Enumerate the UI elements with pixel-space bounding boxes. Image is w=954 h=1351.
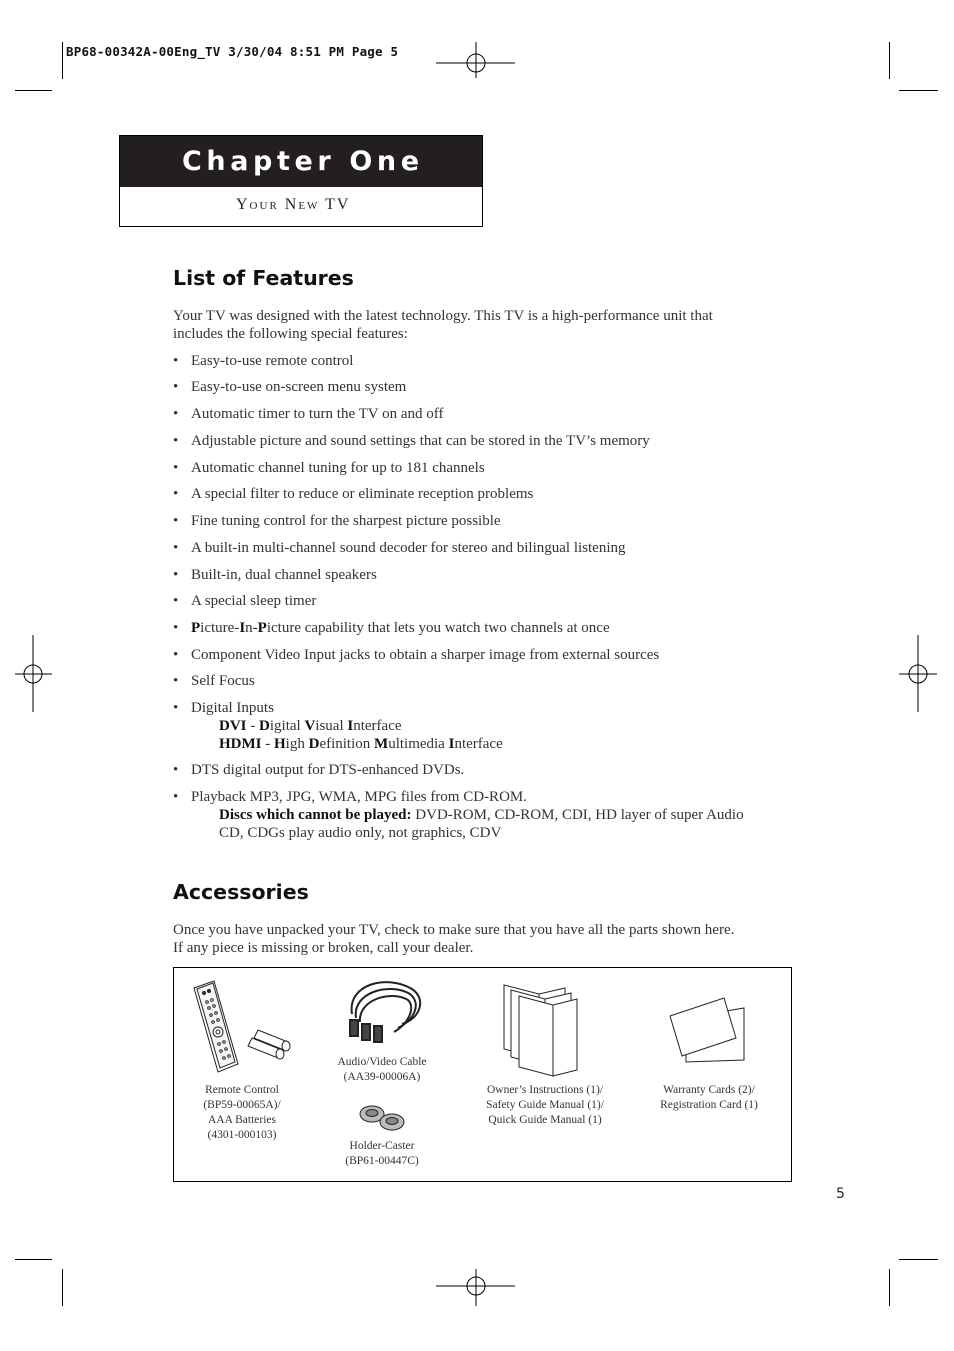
cable-caption: Audio/Video Cable (AA39-00006A) <box>337 1056 427 1083</box>
remote-caption: Remote Control (BP59-00065A)/ AAA Batteries (4301-000103) <box>203 1084 281 1141</box>
av-cable-icon <box>342 974 427 1049</box>
manuals-icon <box>499 980 584 1080</box>
page-number: 5 <box>836 1186 845 1202</box>
discs-line-2: CD, CDGs play audio only, not graphics, CDV <box>219 825 502 841</box>
remote-control-icon <box>192 978 297 1078</box>
manuals-caption: Owner’s Instructions (1)/ Safety Guide Manual (1)/ Quick Guide Manual (1) <box>486 1084 604 1126</box>
chapter-subtitle: Your New TV <box>236 196 351 213</box>
holder-caption: Holder-Caster (BP61-00447C) <box>345 1140 419 1167</box>
accessories-intro: Once you have unpacked your TV, check to make sure that you have all the parts shown here. If any piece is missing or broken, call your dealer. <box>173 922 735 956</box>
chapter-title: Chapter One <box>120 136 482 187</box>
discs-line: Discs which cannot be played: DVD-ROM, CD-ROM, CDI, HD layer of super Audio <box>219 807 744 823</box>
warranty-caption: Warranty Cards (2)/ Registration Card (1) <box>660 1084 758 1111</box>
holder-caster-icon <box>357 1102 409 1134</box>
features-intro: Your TV was designed with the latest technology. This TV is a high-performance unit that includes the following special features: <box>173 308 713 342</box>
features-heading: List of Features <box>173 266 354 290</box>
hdmi-line: HDMI - High Definition Multimedia Interface <box>219 736 503 752</box>
warranty-cards-icon <box>668 996 750 1066</box>
printer-slug: BP68-00342A-00Eng_TV 3/30/04 8:51 PM Page 5 <box>66 44 399 59</box>
accessories-box <box>173 967 792 1182</box>
accessories-heading: Accessories <box>173 880 309 904</box>
chapter-header <box>119 135 483 227</box>
dvi-line: DVI - Digital Visual Interface <box>219 718 402 734</box>
